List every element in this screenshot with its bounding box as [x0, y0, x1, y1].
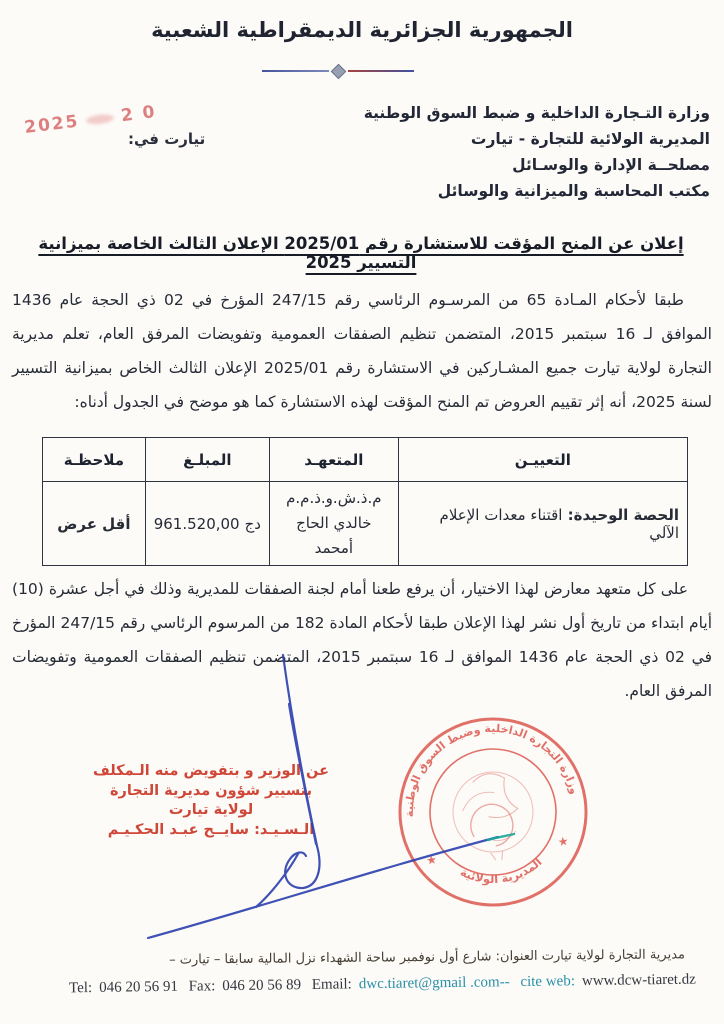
directorate-line: المديرية الولائية للتجارة - تيارت [470, 130, 710, 148]
header-contractor: المتعهـد [269, 438, 398, 482]
signatory-line: بتسيير شؤون مديرية التجارة [109, 782, 313, 799]
republic-title: الجمهورية الجزائرية الديمقراطية الشعبية [151, 18, 573, 42]
official-round-stamp [377, 699, 609, 926]
contractor-legal-form: م.ذ.ش.و.ذ.م.م [286, 489, 382, 507]
ministry-line: وزارة التـجارة الداخلية و ضبط السوق الوطنية [363, 104, 710, 122]
fax-number: 046 20 56 89 [222, 977, 302, 995]
intro-paragraph: طبقا لأحكام المـادة 65 من المرسـوم الرئاسي رقم 247/15 المؤرخ في 02 ذي الحجة عام 1436 الموافق لـ 16 سبتمبر 2015، المتضمن تنظيم الصفقات العمومية وتفويضات المرفق العام، تعلم مديرية التجارة لولاية تيارت جميع المشـاركين في الاستشارة رقم 2025/01 الإعلان الثالث الخاص بميزانية التسيير لسنة 2025، أنه إثر تقييم العروض تم المنح المؤقت لهذه الاستشارة كما هو موضح في الجدول أدناه: [12, 291, 712, 411]
diamond-ornament-icon [330, 63, 346, 79]
lot-description: اقتناء معدات الإعلام الآلي [439, 505, 679, 542]
currency-label: دج [244, 514, 261, 533]
cell-designation [398, 482, 687, 566]
footer-contact-line [40, 971, 718, 997]
header-amount: المبلـغ [145, 438, 269, 482]
stamp-arc-text-bottom: المديرية الولائية [458, 854, 545, 886]
header-divider [262, 64, 414, 78]
announcement-title: إعلان عن المنح المؤقت للاستشارة رقم 2025/01 الإعلان الثالث الخاصة بميزانية التسيير 2025 [38, 234, 684, 272]
email-address: dwc.tiaret@gmail .com-- [358, 974, 510, 993]
tel-number: 046 20 56 91 [99, 978, 179, 996]
cell-contractor [269, 482, 398, 566]
date-stamp-day: 2 0 [119, 101, 158, 127]
fax-label: Fax: [188, 978, 216, 995]
header-note: ملاحظـة [43, 438, 146, 482]
footer-address: مديرية التجارة لولاية تيارت العنوان: شارع أول نوفمبر ساحة الشهداء نزل المالية سابقا – تيارت – [168, 947, 686, 968]
header-designation: التعييـن [398, 438, 687, 482]
cell-amount [145, 482, 269, 566]
amount-value: 961.520,00 [153, 514, 240, 533]
star-icon: ★ [556, 833, 570, 850]
place-date-label: تيارت في: [128, 130, 206, 148]
email-label: Email: [311, 976, 352, 993]
table-header-row [43, 438, 688, 482]
contractor-name: خالدي الحاج أمحمد [296, 514, 372, 557]
table-row [43, 482, 688, 566]
svg-text:وزارة التجارة الداخلية وضبط ال [392, 710, 582, 819]
date-stamp-year: 2025 [23, 111, 81, 139]
appeal-paragraph: على كل متعهد معارض لهذا الاختيار، أن يرفع طعنا أمام لجنة الصفقات للمديرية وذلك في أجل عشرة (10) أيام ابتداء من تاريخ أول نشر لهذا الإعلان طبقا لأحكام المادة 182 من المرسوم الرئاسي رقم 247/15 المؤرخ في 02 ذي الحجة عام 1436 الموافق لـ 16 سبتمبر 2015، المتضمن تنظيم الصفقات العمومية وتفويضات المرفق العام. [12, 580, 713, 700]
signatory-line: لولاية تيارت [168, 802, 254, 818]
website-url: www.dcw-tiaret.dz [581, 971, 697, 990]
stamp-graphic [377, 699, 609, 926]
ink-smudge [86, 113, 115, 125]
service-line: مصلحــة الإدارة والوسـائل [512, 156, 710, 174]
website-label: cite web: [520, 973, 576, 991]
award-table [42, 437, 688, 566]
lot-label: الحصة الوحيدة: [562, 505, 679, 524]
signatory-block [85, 762, 337, 840]
signatory-name: الـسـيـد: سايــح عبـد الحكـيـم [107, 821, 315, 838]
office-line: مكتب المحاسبة والميزانية والوسائل [437, 182, 710, 200]
signatory-line: عن الوزير و بتفويض منه الـمكلف [92, 763, 330, 779]
tel-label: Tel: [68, 980, 93, 997]
stamp-arc-text-top: وزارة التجارة الداخلية وضبط السوق الوطنية [402, 721, 581, 818]
cell-note: أقل عرض [43, 482, 146, 566]
star-icon: ★ [425, 852, 438, 868]
divider-line-right [348, 70, 415, 72]
ministry-header-block [364, 100, 710, 204]
divider-line-left [262, 70, 329, 72]
